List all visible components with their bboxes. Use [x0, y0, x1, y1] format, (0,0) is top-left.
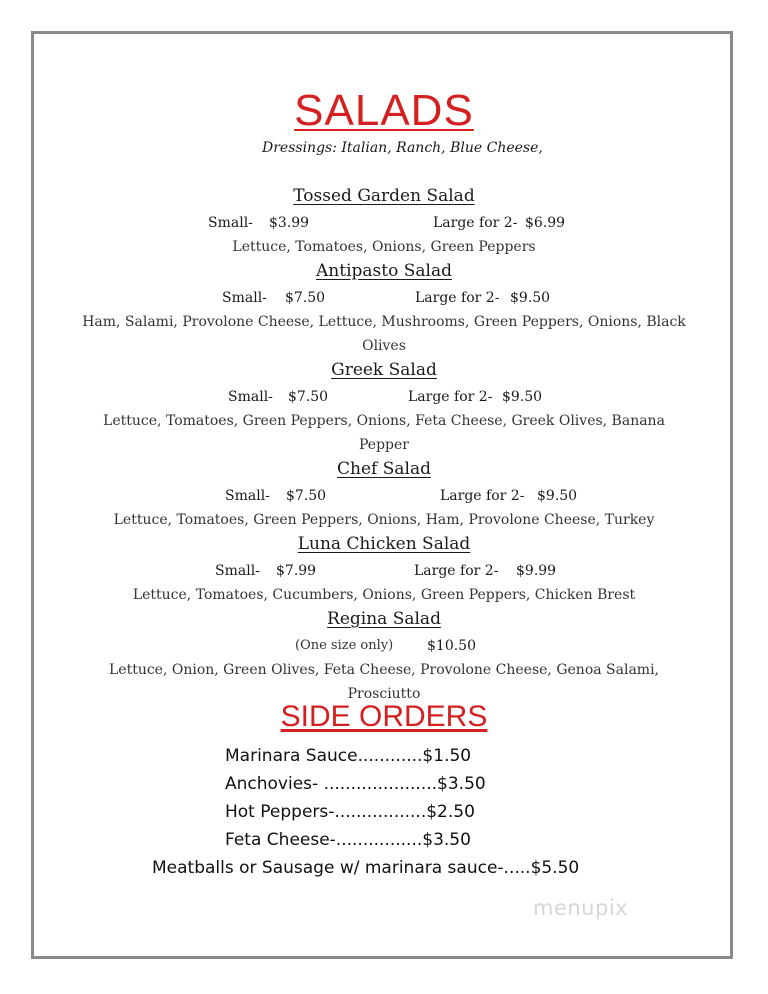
side-item-meatballs: Meatballs or Sausage w/ marinara sauce-.....$5.50: [152, 858, 580, 878]
salad-name-antipasto: Antipasto Salad: [316, 261, 452, 281]
salad-name-greek: Greek Salad: [331, 360, 437, 380]
salad-description: Lettuce, Tomatoes, Green Peppers, Onions, Feta Cheese, Greek Olives, Banana: [103, 413, 665, 429]
small-price: $7.99: [276, 563, 317, 579]
small-label: Small-: [208, 215, 253, 231]
salad-description: Lettuce, Tomatoes, Onions, Green Peppers: [232, 239, 536, 255]
small-label: Small-: [222, 290, 267, 306]
small-label: Small-: [215, 563, 260, 579]
salad-description: Lettuce, Tomatoes, Green Peppers, Onions, Ham, Provolone Cheese, Turkey: [113, 512, 655, 528]
menupix-watermark: menupix: [533, 896, 629, 920]
large-label: Large for 2-: [440, 488, 525, 504]
side-item-hot-peppers: Hot Peppers-.................$2.50: [225, 802, 475, 822]
large-price: $9.50: [510, 290, 551, 306]
small-price: $7.50: [285, 290, 326, 306]
salad-description-cont: Prosciutto: [347, 686, 421, 702]
large-label: Large for 2-: [414, 563, 499, 579]
large-label: Large for 2-: [415, 290, 500, 306]
salad-name-tossed-garden: Tossed Garden Salad: [293, 186, 475, 206]
salads-heading: SALADS: [294, 86, 474, 135]
large-label: Large for 2-: [433, 215, 518, 231]
size-note: (One size only): [295, 638, 394, 653]
salad-description-cont: Olives: [362, 338, 406, 354]
side-orders-heading: SIDE ORDERS: [280, 700, 488, 733]
small-label: Small-: [228, 389, 273, 405]
salad-description: Lettuce, Onion, Green Olives, Feta Cheese, Provolone Cheese, Genoa Salami,: [108, 662, 660, 678]
large-price: $6.99: [525, 215, 566, 231]
dressings-note: Dressings: Italian, Ranch, Blue Cheese,: [262, 140, 543, 156]
small-price: $7.50: [288, 389, 329, 405]
large-price: $9.50: [537, 488, 578, 504]
side-item-feta: Feta Cheese-................$3.50: [225, 830, 471, 850]
large-price: $9.99: [516, 563, 557, 579]
salad-name-regina: Regina Salad: [327, 609, 441, 629]
salad-description: Lettuce, Tomatoes, Cucumbers, Onions, Green Peppers, Chicken Brest: [132, 587, 636, 603]
side-item-anchovies: Anchovies- .....................$3.50: [225, 774, 486, 794]
side-item-marinara: Marinara Sauce............$1.50: [225, 746, 472, 766]
small-label: Small-: [225, 488, 270, 504]
large-price: $9.50: [502, 389, 543, 405]
salad-name-chef: Chef Salad: [337, 459, 431, 479]
salad-description: Ham, Salami, Provolone Cheese, Lettuce, Mushrooms, Green Peppers, Onions, Black: [82, 314, 686, 330]
small-price: $7.50: [286, 488, 327, 504]
salad-description-cont: Pepper: [359, 437, 409, 453]
salad-name-luna-chicken: Luna Chicken Salad: [297, 534, 471, 554]
large-label: Large for 2-: [408, 389, 493, 405]
regina-price: $10.50: [427, 638, 476, 654]
small-price: $3.99: [269, 215, 310, 231]
